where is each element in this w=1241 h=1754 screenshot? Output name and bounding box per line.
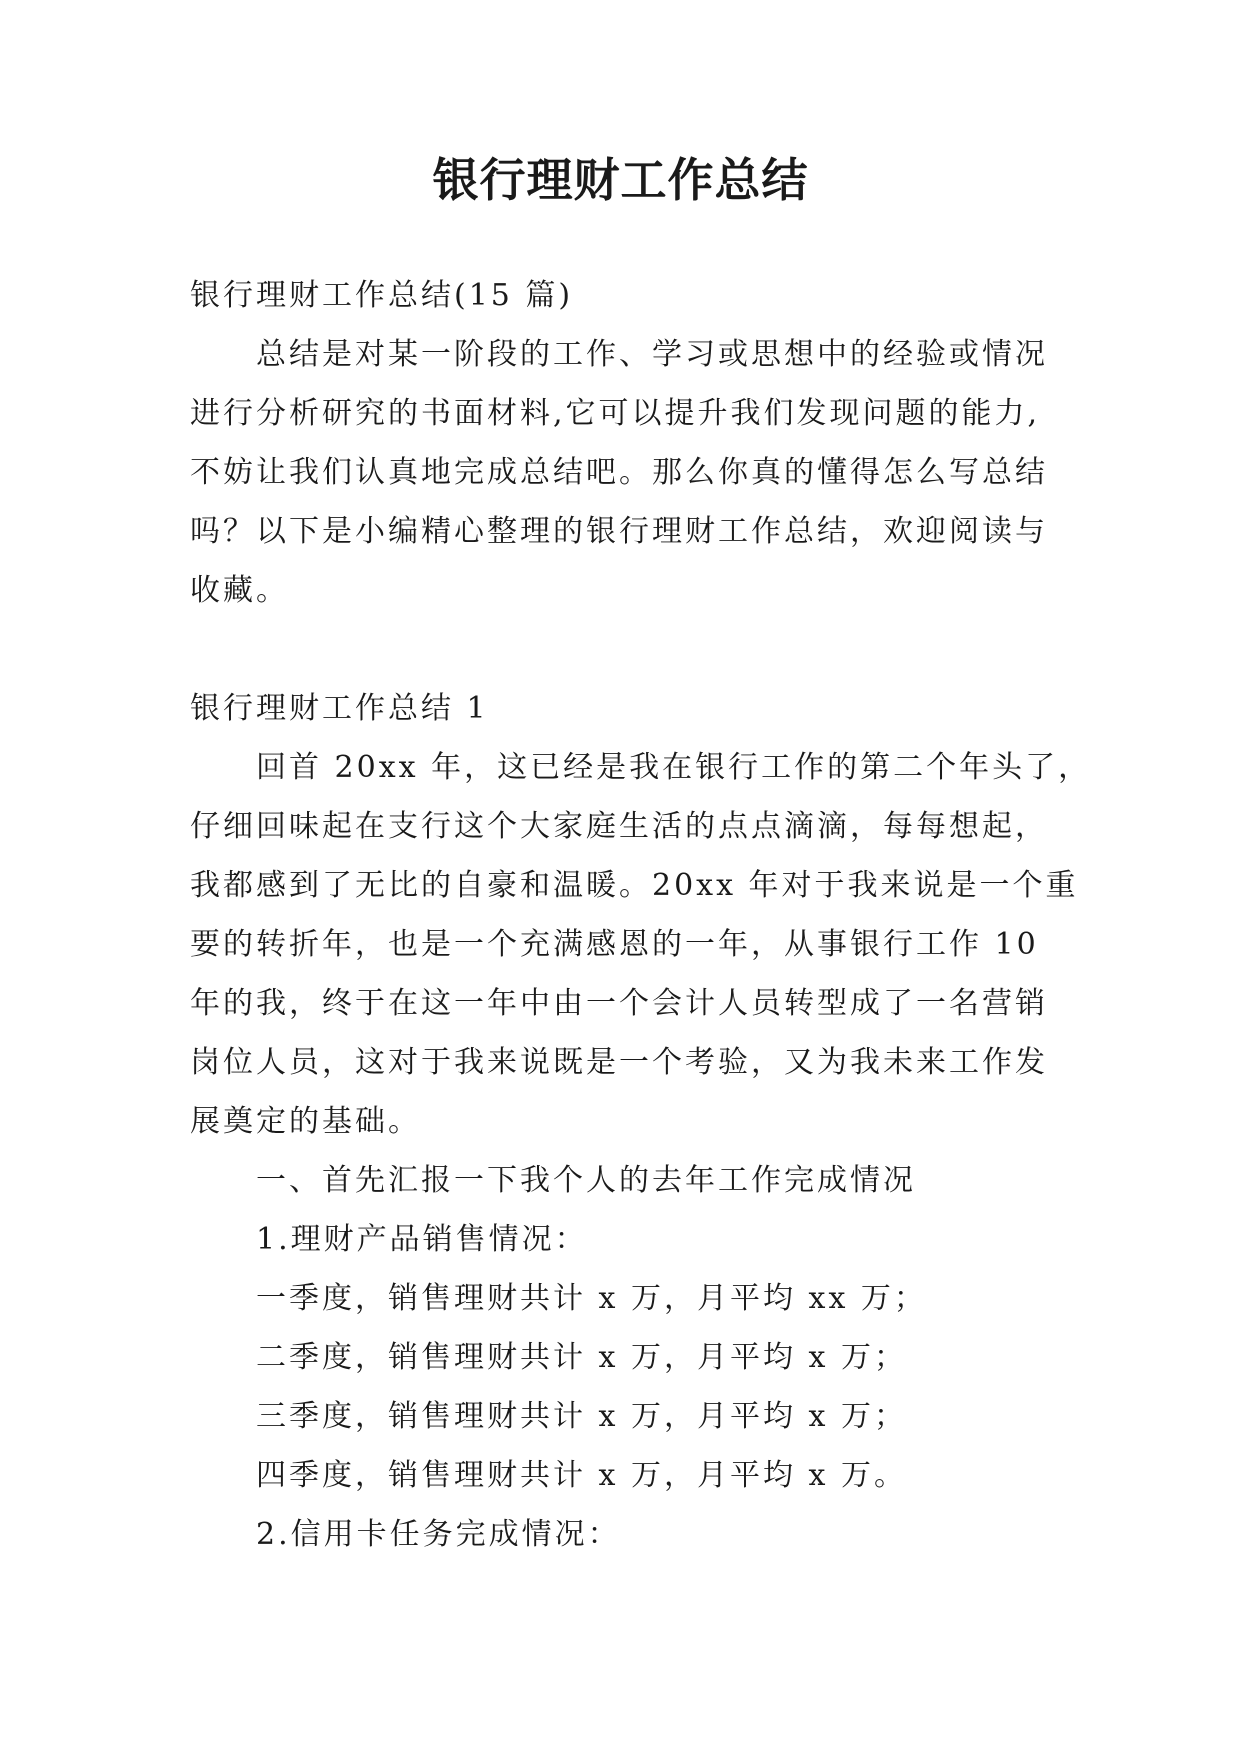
intro-line-2: 进行分析研究的书面材料,它可以提升我们发现问题的能力, [190, 396, 1041, 431]
quarter-line-4: 四季度，销售理财共计 x 万，月平均 x 万。 [256, 1458, 907, 1493]
item1-heading: 1.理财产品销售情况： [256, 1222, 588, 1257]
intro-line-5: 收藏。 [190, 573, 289, 608]
item2-heading: 2.信用卡任务完成情况： [256, 1517, 621, 1552]
document-subtitle: 银行理财工作总结(15 篇) [190, 278, 574, 313]
document-body [190, 266, 1092, 1564]
quarter-line-2: 二季度，销售理财共计 x 万，月平均 x 万； [256, 1340, 907, 1375]
intro-line-3: 不妨让我们认真地完成总结吧。那么你真的懂得怎么写总结 [190, 455, 1048, 490]
section-line-1: 回首 20xx 年，这已经是我在银行工作的第二个年头了， [256, 750, 1092, 785]
section-heading: 银行理财工作总结 1 [190, 691, 489, 726]
section-line-5: 年的我，终于在这一年中由一个会计人员转型成了一名营销 [190, 986, 1048, 1021]
list-heading: 一、首先汇报一下我个人的去年工作完成情况 [256, 1163, 916, 1198]
intro-line-1: 总结是对某一阶段的工作、学习或思想中的经验或情况 [256, 337, 1048, 372]
quarter-line-1: 一季度，销售理财共计 x 万，月平均 xx 万； [256, 1281, 927, 1316]
section-line-7: 展奠定的基础。 [190, 1104, 421, 1139]
intro-line-4: 吗？以下是小编精心整理的银行理财工作总结，欢迎阅读与 [190, 514, 1048, 549]
paragraph-gap [190, 620, 1056, 679]
document-title: 银行理财工作总结 [432, 153, 809, 207]
section-line-6: 岗位人员，这对于我来说既是一个考验，又为我未来工作发 [190, 1045, 1048, 1080]
section-line-4: 要的转折年，也是一个充满感恩的一年，从事银行工作 10 [190, 927, 1039, 962]
section-line-2: 仔细回味起在支行这个大家庭生活的点点滴滴，每每想起， [190, 809, 1048, 844]
quarter-line-3: 三季度，销售理财共计 x 万，月平均 x 万； [256, 1399, 907, 1434]
section-line-3: 我都感到了无比的自豪和温暖。20xx 年对于我来说是一个重 [190, 868, 1079, 903]
